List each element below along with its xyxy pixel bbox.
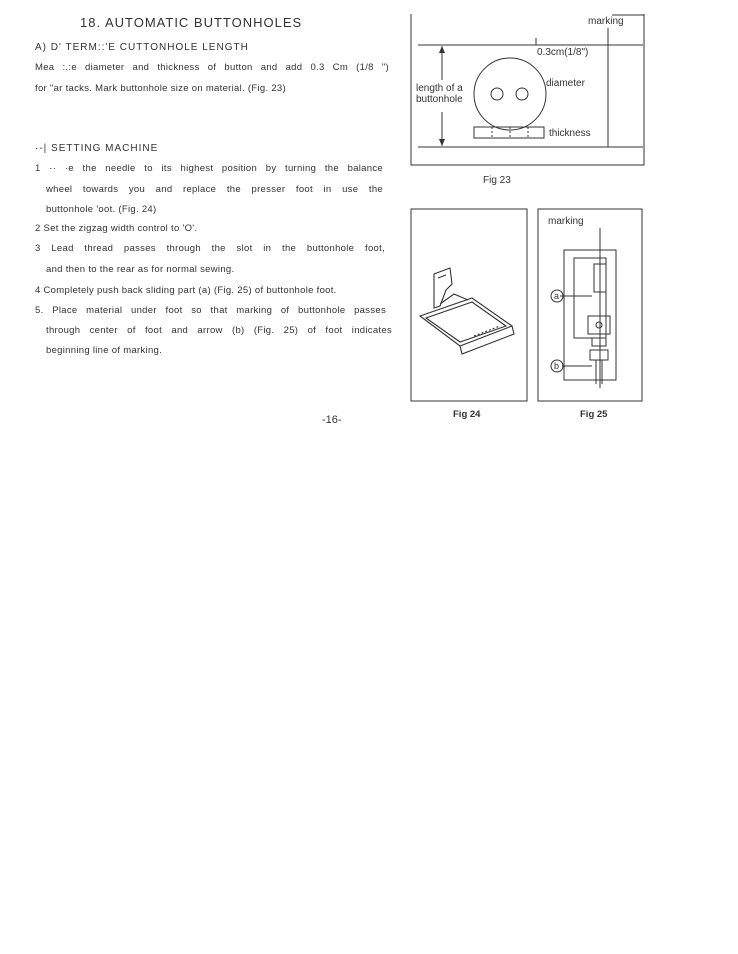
step-1-line-3: buttonhole 'oot. (Fig. 24) — [46, 204, 157, 215]
button-hole-right — [516, 88, 528, 100]
button-outline — [474, 58, 546, 130]
fig-24-frame — [411, 209, 527, 401]
step-1-line-1: 1 ·· ·e the needle to its highest position by turning the balance — [35, 163, 383, 174]
step-3-line-1: 3 Lead thread passes through the slot in the buttonhole foot, — [35, 243, 385, 254]
fig-25-label-a: a — [554, 291, 560, 301]
step-5-line-3: beginning line of marking. — [46, 345, 163, 356]
fig-24-caption: Fig 24 — [453, 409, 481, 420]
fig-25-label-marking: marking — [548, 216, 584, 227]
section-title: 18. AUTOMATIC BUTTONHOLES — [80, 15, 303, 30]
part-a-line-1: Mea :.:e diameter and thickness of button and add 0.3 Cm (1/8 ") — [35, 62, 389, 73]
fig-23-label-diameter: diameter — [546, 78, 585, 89]
step-5-line-1: 5. Place material under foot so that marking of buttonhole passes — [35, 305, 386, 316]
part-b-heading: ·-| SETTING MACHINE — [35, 143, 159, 154]
part-a-heading: A) D' TERM::'E CUTTONHOLE LENGTH — [35, 42, 249, 53]
fig-25-diagram — [536, 208, 646, 404]
fig-23-label-marking: marking — [588, 16, 624, 27]
fig-24-diagram — [410, 208, 529, 404]
fig-25-label-b: b — [554, 361, 560, 371]
fig-23-label-offset: 0.3cm(1/8") — [537, 47, 589, 58]
page-number: -16- — [322, 414, 342, 426]
step-2-line-1: 2 Set the zigzag width control to 'O'. — [35, 223, 198, 234]
step-4-line-1: 4 Completely push back sliding part (a) (Fig. 25) of buttonhole foot. — [35, 285, 337, 296]
fig-23-label-thickness: thickness — [549, 128, 591, 139]
step-3-line-2: and then to the rear as for normal sewing. — [46, 264, 235, 275]
fig-23-diagram — [408, 10, 654, 170]
step-1-line-2: wheel towards you and replace the presser foot in use the — [46, 184, 383, 195]
fig-23-label-length-1: length of a — [416, 83, 463, 94]
fig-23-caption: Fig 23 — [483, 175, 511, 186]
fig-25-caption: Fig 25 — [580, 409, 608, 420]
part-a-line-2: for "ar tacks. Mark buttonhole size on material. (Fig. 23) — [35, 83, 286, 94]
thickness-box — [474, 127, 544, 138]
step-5-line-2: through center of foot and arrow (b) (Fig. 25) of foot indicates — [46, 325, 392, 336]
button-hole-left — [491, 88, 503, 100]
fig-23-label-length-2: buttonhole — [416, 94, 463, 105]
fig-25-frame — [538, 209, 642, 401]
